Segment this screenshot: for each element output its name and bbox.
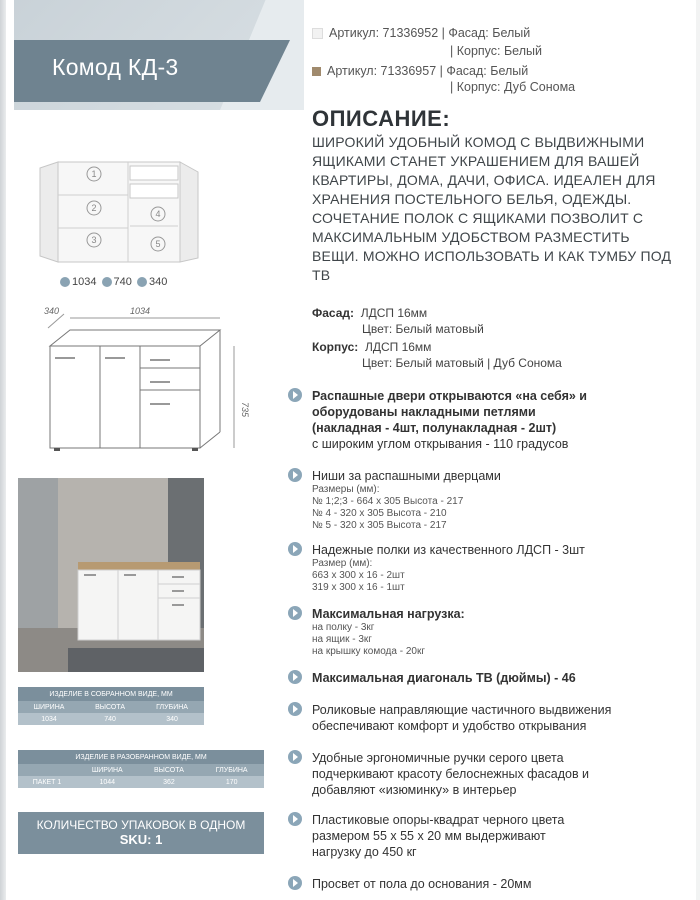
width-icon	[60, 277, 70, 287]
niche-number-4: 4	[155, 209, 161, 219]
packages-label: КОЛИЧЕСТВО УПАКОВОК В ОДНОМ	[36, 818, 246, 832]
spec-body: Корпус: ЛДСП 16мм	[312, 340, 432, 354]
niche-number-2: 2	[91, 203, 97, 213]
arrow-bullet-icon	[288, 388, 302, 402]
description-text: ШИРОКИЙ УДОБНЫЙ КОМОД С ВЫДВИЖНЫМИ ЯЩИКАМИ СТАНЕТ УКРАШЕНИЕМ ДЛЯ ВАШЕЙ КВАРТИРЫ, ДОМА, ДАЧИ, ОФИСА. ИДЕАЛЕН ДЛЯ ХРАНЕНИЯ ПОСТЕЛЬНОГО БЕЛЬЯ, ОДЕЖДЫ. СОЧЕТАНИЕ ПОЛОК С ЯЩИКАМИ ПОЗВОЛИТ С МАКСИМАЛЬНЫМ УДОБСТВОМ РАЗМЕСТИТЬ ВЕЩИ. МОЖНО ИСПОЛЬЗОВАТЬ И КАК ТУМБУ ПОД ТВ	[312, 134, 672, 283]
interior-photo	[18, 478, 204, 672]
depth-icon	[137, 277, 147, 287]
arrow-bullet-icon	[288, 606, 302, 620]
spec-facade: Фасад: ЛДСП 16мм	[312, 306, 428, 320]
product-title: Комод КД-3	[52, 54, 179, 80]
description-heading: ОПИСАНИЕ:	[312, 106, 451, 131]
niche-number-1: 1	[91, 169, 97, 179]
height-icon	[102, 277, 112, 287]
niche-number-5: 5	[155, 239, 161, 249]
sku-count: SKU: 1	[119, 832, 163, 847]
article-1-body: | Корпус: Белый	[450, 44, 542, 58]
article-2: Артикул: 71336957 | Фасад: Белый	[312, 64, 528, 78]
title-banner	[14, 0, 304, 110]
swatch-white-icon	[312, 28, 323, 39]
open-chest-illustration	[38, 158, 200, 268]
packages-box	[18, 812, 264, 854]
assembled-dimensions-table: ИЗДЕЛИЕ В СОБРАННОМ ВИДЕ, ММ ШИРИНА ВЫСОТА ГЛУБИНА 1034 740 340	[18, 687, 204, 725]
spec-body-color: Цвет: Белый матовый | Дуб Сонома	[362, 356, 562, 370]
arrow-bullet-icon	[288, 812, 302, 826]
arrow-bullet-icon	[288, 670, 302, 684]
drawing-width: 1034	[130, 306, 151, 316]
arrow-bullet-icon	[288, 876, 302, 890]
arrow-bullet-icon	[288, 468, 302, 482]
arrow-bullet-icon	[288, 702, 302, 716]
article-1: Артикул: 71336952 | Фасад: Белый	[312, 26, 530, 40]
dimensions-summary: 1034 740 340	[58, 276, 167, 288]
spec-facade-color: Цвет: Белый матовый	[362, 322, 484, 336]
niche-number-3: 3	[91, 235, 97, 245]
arrow-bullet-icon	[288, 750, 302, 764]
drawing-height: 735	[240, 402, 250, 418]
article-2-body: | Корпус: Дуб Сонома	[450, 80, 576, 94]
technical-drawing	[30, 300, 250, 460]
drawing-depth: 340	[44, 306, 60, 316]
swatch-sonoma-icon	[312, 67, 321, 76]
arrow-bullet-icon	[288, 542, 302, 556]
disassembled-dimensions-table: ИЗДЕЛИЕ В РАЗОБРАННОМ ВИДЕ, ММ ШИРИНА ВЫСОТА ГЛУБИНА ПАКЕТ 1 1044 362 170	[18, 750, 264, 788]
